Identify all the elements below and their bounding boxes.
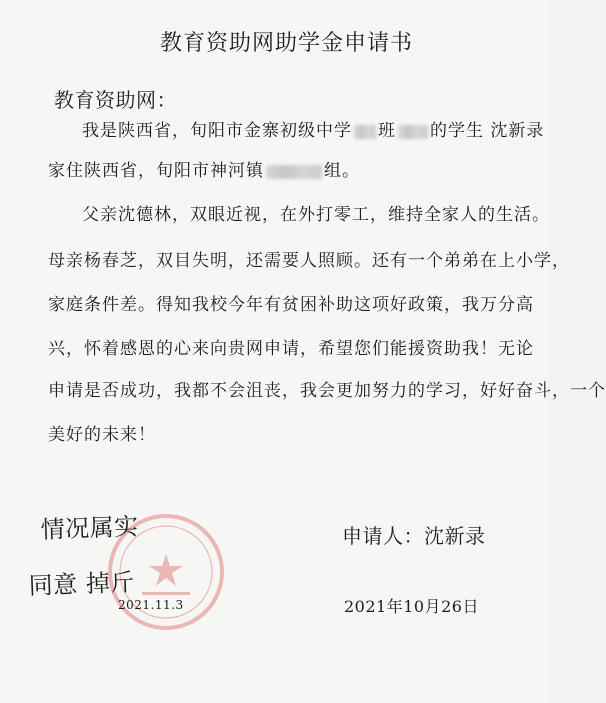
body-line-1-part-3: 的学生 沈新录 — [430, 121, 545, 141]
body-line-4: 母亲杨春芝，双目失明，还需要人照顾。还有一个弟弟在上小学， — [48, 251, 570, 271]
redacted-class-detail — [398, 125, 428, 139]
signature-date: 2021.11.3 — [118, 598, 184, 612]
body-line-6: 兴，怀着感恩的心来向贵网申请，希望您们能援资助我！无论 — [48, 339, 534, 359]
redacted-address — [266, 165, 322, 179]
body-line-5: 家庭条件差。得知我校今年有贫困补助这项好政策，我万分高 — [48, 295, 534, 315]
body-line-2-part-1: 家住陕西省，旬阳市神河镇 — [48, 161, 264, 181]
body-line-1 — [82, 116, 544, 141]
application-date: 2021年10月26日 — [344, 597, 479, 616]
body-line-8: 美好的未来！ — [48, 425, 156, 445]
letter-title: 教育资助网助学金申请书 — [160, 31, 414, 56]
stamp-bar — [142, 592, 190, 595]
body-line-1-part-1: 我是陕西省，旬阳市金寨初级中学 — [82, 121, 352, 141]
salutation: 教育资助网： — [54, 88, 177, 112]
body-line-2-part-2: 组。 — [324, 161, 360, 181]
redacted-class-number — [354, 125, 376, 139]
approval-note: 情况属实 — [40, 512, 140, 544]
stamp-star-icon — [149, 554, 183, 586]
body-line-1-part-2: 班 — [378, 121, 396, 141]
body-line-2 — [48, 156, 360, 181]
principal-signature: 同意 掉斤 — [28, 568, 136, 600]
applicant-signature: 申请人：沈新录 — [342, 524, 486, 548]
body-line-7: 申请是否成功，我都不会沮丧，我会更加努力的学习，好好奋斗，一个 — [48, 381, 606, 401]
body-line-3: 父亲沈德林，双眼近视，在外打零工，维持全家人的生活。 — [82, 205, 550, 225]
